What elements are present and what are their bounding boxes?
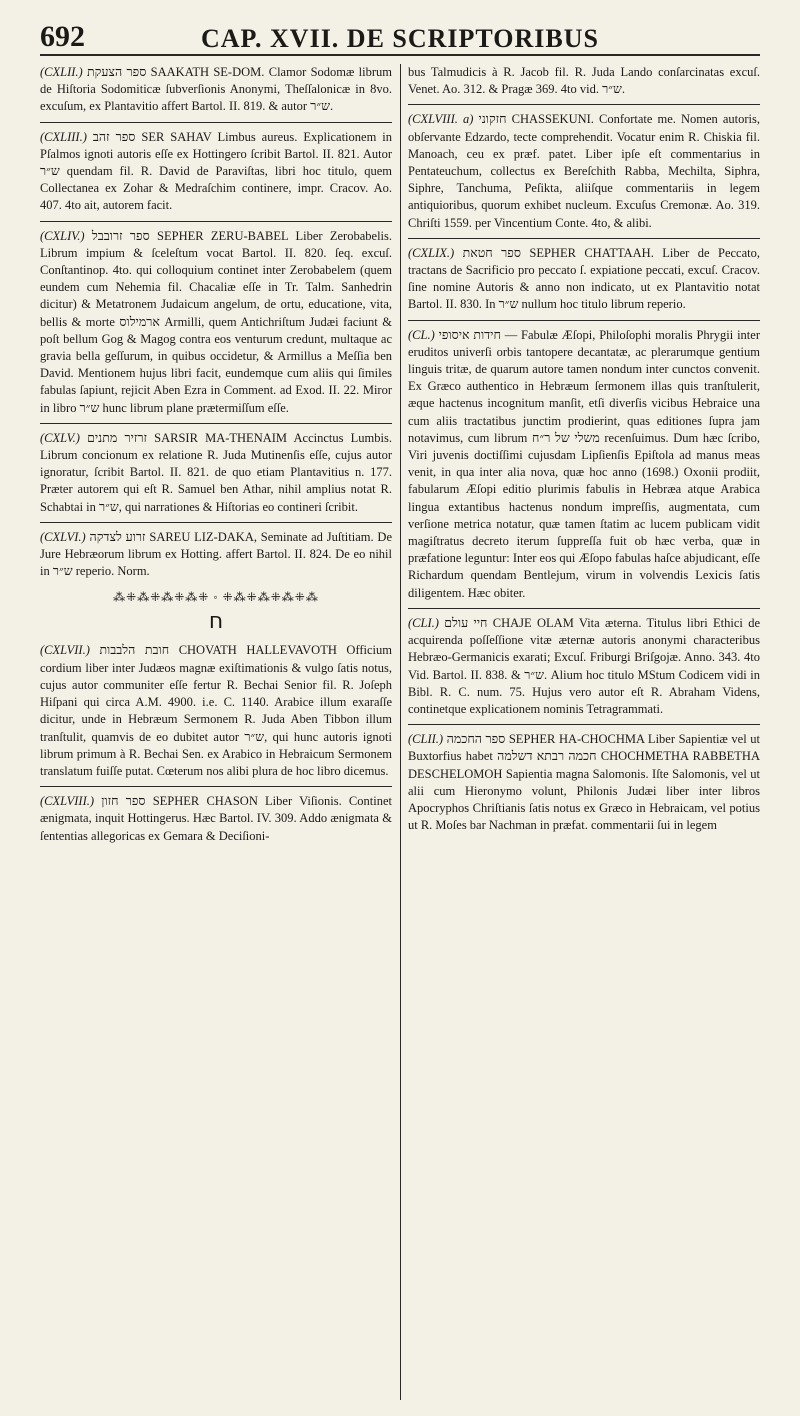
catalog-entry [40, 529, 392, 581]
entry-number: (CL.) [408, 327, 435, 342]
entry-separator [408, 608, 760, 609]
running-title: CAP. XVII. DE SCRIPTORIBUS [200, 24, 600, 53]
entry-separator [40, 423, 392, 424]
entry-number: (CXLVI.) [40, 529, 86, 544]
ornament-divider: ⁂⁜⁂⁜⁂⁜⁂⁜ ◦ ⁜⁂⁜⁂⁜⁂⁜⁂ [113, 590, 319, 605]
two-column-body [40, 64, 760, 1400]
right-entries [408, 64, 760, 834]
catalog-entry [40, 129, 392, 215]
catalog-entry [408, 731, 760, 834]
entry-number: (CLII.) [408, 732, 444, 747]
catalog-entry [408, 327, 760, 602]
catalog-entry [408, 245, 760, 314]
entry-text: ספר זהב SER SAHAV Limbus aureus. Explicationem in Pſalmos ignoti autoris eſſe ex Hottingero ſcribit Bartol. II. 821. Autor ש״ר quendam fil. R. David de Paraviſtas, libri hoc titulo, quem Collectanea ex Zohar & Medraſchim continere, impr. Cracov. Ao. 407. 4to ait, autorem facit. [40, 129, 392, 213]
entry-text: זרזיר מתנים SARSIR MA-THENAIM Accinctus Lumbis. Librum concionum ex relatione R. Juda Mutinenſis eſſe, cujus autor ignoratur, ſcribit Bartol. II. 821. de quo etiam Plantavitius n. 177. Præter autorem qui eſt R. Samuel ben Athar, nihil amplius notat R. Schabtai in ש״ר, qui narrationes & Hiſtorias eo contineri ſcribit. [40, 430, 392, 514]
entry-text: חידות איסופי — Fabulæ Æſopi, Philoſophi moralis Phrygii inter eruditos univerſi orbis tantopere decantatæ, ac plerarumque gentium linguis tritæ, de quarum autore tamen nondum inter cunctos convenit. Ex Græco authentico in Hebræum ſermonem illas quis tranſtulerit, æque hactenus incognitum manſit, etſi diverſis vicibus Hebraice una cum aliis tractatibus junctim prodierint, quas editiones ſupra jam notavimus, cum librum משלי של ר״ח recenſuimus. Dum hæc ſcribo, Viri juvenis doctiſſimi cujusdam Lipſienſis Epiſtola ad manus meas venit, in qua inter alia nova, quæ hoc anno (1698.) Oxonii prodiit, fabularum Æſopi editio plurimis fabulis in Hebræa atque Arabica lingua extantibus hactenus nondum impreſſis, augmentata, cum verſione metrica notatur, quæ tamen ſtatim ac lucem publicam vidit magiſtratus decreto iterum ſuppreſſa fuit ob hæc verba, quæ in præfatione leguntur: Inter eos qui Æſopo fabulas haſce abjudicant, eſſe Richardum quendam Bentlejum, virum in volvendis Lexicis ſatis diligentem. Hæc obiter. [408, 327, 760, 600]
entry-number: (CXLVIII.) [40, 794, 95, 809]
entry-text: חיי עולם CHAJE OLAM Vita æterna. Titulus libri Ethici de acquirenda poſſeſſione vitæ æternæ autoris anonymi characteribus Hebræo-Germanicis exarati; Excuſ. Friburgi Briſgojæ. Anno. 343. 4to Vid. Bartol. II. 838. & ש״ר. Alium hoc titulo MStum Codicem vidi in Bibl. R. C. num. 75. Hujus vero autor eſt R. Abraham Videns, continetque explicationem nominis Tetragrammati. [408, 615, 760, 716]
entry-number: (CXLIII.) [40, 129, 87, 144]
column-rule [400, 64, 401, 1400]
catalog-entry [40, 228, 392, 417]
entry-text: bus Talmudicis à R. Jacob fil. R. Juda Lando conſarcinatas excuſ. Venet. Ao. 312. & Pragæ 369. 4to vid. ש״ר. [408, 65, 760, 97]
entry-text: ספר החכמה SEPHER HA-CHOCHMA Liber Sapientiæ vel ut Buxtorfius habet חכמה רבתא דשלמה CHOCHMETHA RABBETHA DESCHELOMOH Sapientia magna Salomonis. Iſte Salomonis, vel ut alii cum Hieronymo volunt, Philonis Judæi liber inter libros Apocryphos Chriſtianis ſatis notus ex Græco in Hebraicam, vel potius ut R. Moſes bar Nachman in præfat. commentarii ſui in legem [408, 732, 760, 833]
catalog-entry [408, 64, 760, 98]
entry-text: ספר חזון SEPHER CHASON Liber Viſionis. Continet ænigmata, inquit Hottingerus. Hæc Bartol. IV. 309. Addo ænigmata & ſententias allegoricas ex Gemara & Deciſioni- [40, 794, 392, 843]
entry-number: (CLI.) [408, 615, 439, 630]
right-column [408, 64, 760, 1400]
catalog-entry [40, 793, 392, 845]
entry-separator [40, 122, 392, 123]
entry-separator [408, 104, 760, 105]
entry-separator [408, 320, 760, 321]
section-letter: ח [208, 609, 224, 635]
catalog-entry [408, 111, 760, 231]
catalog-entry [408, 615, 760, 718]
page-header [40, 14, 760, 56]
entry-number: (CXLIV.) [40, 228, 85, 243]
left-entries [40, 64, 392, 580]
entry-text: חזקוני CHASSEKUNI. Confortate me. Nomen autoris, obſervante Edzardo, tecte comprehendit. Vocatur enim R. Chiskia fil. Manoach, ceu ex præf. patet. Liber ipſe eſt commentarius in Pentateuchum, collectus ex Bereſchith Rabba, Mechilta, Siphra, Siphre, Tanchuma, Peſikta, aliiſque commentariis in legem antiquioribus, quorum exhibet nucleum. Excuſus Cremonæ. Ao. 319. Chriſti 1559. per Vincentium Conte. 4to, & alibi. [408, 112, 760, 230]
catalog-entry [40, 642, 392, 780]
catalog-entry [40, 430, 392, 516]
entry-number: (CXLII.) [40, 65, 83, 79]
entry-text: זרוע לצדקה SAREU LIZ-DAKA, Seminate ad Juſtitiam. De Jure Hebræorum librum ex Hotting. affert Bartol. II. 824. De eo nihil in ש״ר reperio. Norm. [40, 529, 392, 579]
entry-separator [408, 724, 760, 725]
entry-number: (CXLV.) [40, 430, 80, 445]
entry-text: חובת הלבבות CHOVATH HALLEVAVOTH Officium cordium liber inter Judæos magnæ exiſtimationis & vulgo ſatis notus, cujus autor communiter eſſe fertur R. Bechai Senior fil. R. Joſeph Hiſpani qui circa A.M. 4900. i.e. C. 1140. Arabice illum exaraſſe dicitur, unde in Hebræum Sermonem R. Juda Aben Tibbon illum tranſtulit, quamvis de eo dubitet autor ש״ר, qui hunc autoris ignoti librum primum à R. Bechai Sen. ex Arabico in Hebraicum Sermonem translatum fuiſſe putat. Cœterum nos alibi plura de hoc libro dicemus. [40, 643, 392, 778]
entry-number: (CXLVII.) [40, 643, 90, 658]
entry-separator [408, 238, 760, 239]
entry-separator [40, 522, 392, 523]
left-entries-continued [40, 642, 392, 844]
entry-separator [40, 786, 392, 787]
entry-number: (CXLIX.) [408, 245, 455, 260]
entry-text: ספר חטאת SEPHER CHATTAAH. Liber de Peccato, tractans de Sacrificio pro peccato ſ. expiatione peccati, excuſ. Cracov. ſine nomine Autoris & anno non indicato, ut ex Plantavitio notat Bartol. II. 830. In ש״ר nullum hoc titulo librum reperio. [408, 245, 760, 312]
catalog-entry [40, 64, 392, 116]
page-number: 692 [40, 20, 85, 53]
entry-text: ספר זרובבל SEPHER ZERU-BABEL Liber Zerobabelis. Librum impium & ſceleſtum vocat Bartol. II. 820. ſeq. excuſ. Conſtantinop. 4to. qui colloquium continet inter Zerobabelem (quem eundem cum Nehemia fil. Chacaliæ eſſe in Tr. Talm. Sanhedrin dicitur) & Metatronem Judaicum angelum, de ortu, educatione, vita, bellis & morte ארמילוס Armilli, quem Antichriſtum Judæi faciunt & poſt bellum Gog & Magog contra eos venturum credunt, multaque ac gravia bella geſſurum, in quibus occidetur, & Armillus a Meſſia ben David. Mentionem hujus libri facit, eundemque cum aliis qui ſimiles fabulas ſapiunt, rejicit Aben Ezra in Comment. ad Exod. II. 22. Miror in libro ש״ר hunc librum plane prætermiſſum eſſe. [40, 228, 392, 415]
entry-separator [40, 221, 392, 222]
entry-number: (CXLVIII. a) [408, 112, 474, 127]
left-column [40, 64, 392, 1400]
entry-text: ספר הצעקת SAAKATH SE-DOM. Clamor Sodomæ librum de Hiſtoria Sodomiticæ ſubverſionis Anonymi, Theſſalonicæ in 8vo. excuſum, ex Plantavitio affert Bartol. II. 819. & autor ש״ר. [40, 65, 392, 114]
